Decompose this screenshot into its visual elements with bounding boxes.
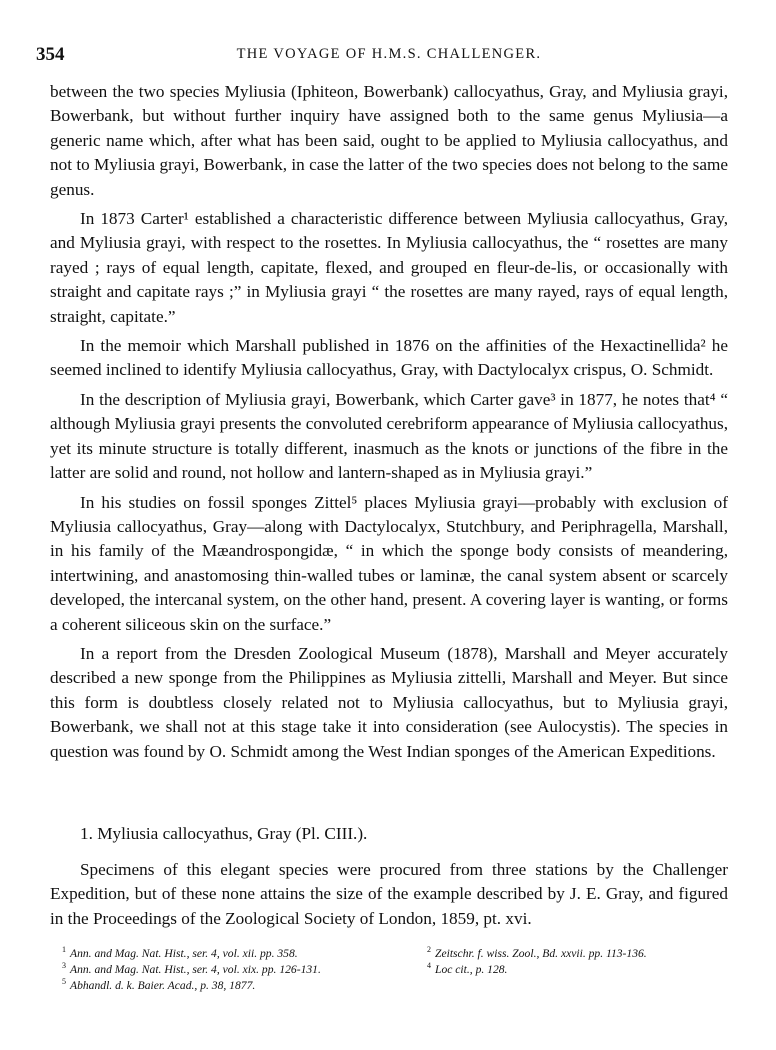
footnote-mark: 1 [62, 945, 66, 955]
page-header [36, 44, 742, 66]
footnotes [62, 946, 732, 994]
footnote-text: Abhandl. d. k. Baier. Acad., p. 38, 1877. [70, 979, 256, 992]
paragraph: Specimens of this elegant species were procured from three stations by the Challenger Expedition, but of these none attains the size of the example described by J. E. Gray, and figured in the Proceedings of the Zoological Society of London, 1859, pt. xvi. [50, 860, 728, 928]
footnote-text: Ann. and Mag. Nat. Hist., ser. 4, vol. xii. pp. 358. [70, 947, 298, 960]
species-description [50, 858, 728, 936]
footnote [427, 946, 732, 962]
footnote [62, 946, 427, 962]
footnote-row [62, 946, 732, 962]
running-title: THE VOYAGE OF H.M.S. CHALLENGER. [236, 46, 542, 62]
footnote [427, 962, 732, 978]
species-heading: 1. Myliusia callocyathus, Gray (Pl. CIII.). [80, 824, 368, 843]
footnote-row [62, 962, 732, 978]
footnote-mark: 2 [427, 945, 431, 955]
paragraph: between the two species Myliusia (Iphiteon, Bowerbank) callocyathus, Gray, and Myliusia grayi, Bowerbank, but without further inquiry have assigned both to the same genus Myliusia—a generic name which, after what has been said, ought to be applied to Myliusia callocyathus, and not to Myliusia grayi, Bowerbank, in case the latter of the two species does not belong to the same genus. [50, 82, 728, 199]
footnote-text: Ann. and Mag. Nat. Hist., ser. 4, vol. xix. pp. 126-131. [70, 963, 321, 976]
paragraph: In his studies on fossil sponges Zittel⁵ places Myliusia grayi—probably with exclusion of Myliusia callocyathus, Gray—along with Dactylocalyx, Stutchbury, and Periphragella, Marshall, in his family of the Mæandrospongidæ, “ in which the sponge body consists of meandering, intertwining, and anastomosing thin-walled tubes or laminæ, the canal system absent or scarcely developed, the intercanal system, on the other hand, present. A covering layer is wanting, or forms a coherent siliceous skin on the surface.” [50, 492, 728, 634]
page-number: 354 [36, 44, 65, 65]
paragraph: In the memoir which Marshall published in 1876 on the affinities of the Hexactinellida² he seemed inclined to identify Myliusia callocyathus, Gray, with Dactylocalyx crispus, O. Schmidt. [50, 336, 728, 380]
footnote-mark: 4 [427, 961, 431, 971]
body-text [50, 80, 728, 769]
footnote-text: Loc cit., p. 128. [435, 963, 508, 976]
footnote-text: Zeitschr. f. wiss. Zool., Bd. xxvii. pp. 113-136. [435, 947, 647, 960]
footnote [62, 962, 427, 978]
footnote-mark: 5 [62, 977, 66, 987]
paragraph: In a report from the Dresden Zoological Museum (1878), Marshall and Meyer accurately described a new sponge from the Philippines as Myliusia zittelli, Marshall and Meyer. But since this form is doubtless closely related not to Myliusia callocyathus, but to Myliusia grayi, Bowerbank, we shall not at this stage take it into consideration (see Aulocystis). The species in question was found by O. Schmidt among the West Indian sponges of the American Expeditions. [50, 643, 728, 761]
paragraph: In the description of Myliusia grayi, Bowerbank, which Carter gave³ in 1877, he notes that⁴ “ although Myliusia grayi presents the convoluted cerebriform appearance of Myliusia callocyathus, yet its minute structure is totally different, inasmuch as the knots or junctions of the fibre in the latter are solid and round, not hollow and lantern-shaped as in Myliusia grayi.” [50, 389, 728, 483]
footnote [62, 978, 427, 994]
footnote-row [62, 978, 732, 994]
paragraph: In 1873 Carter¹ established a characteristic difference between Myliusia callocyathus, Gray, and Myliusia grayi, with respect to the rosettes. In Myliusia callocyathus, the “ rosettes are many rayed ; rays of equal length, capitate, flexed, and grouped en fleur-de-lis, or occasionally with straight and capitate rays ;” in Myliusia grayi “ the rosettes are many rayed, rays of equal length, straight, capitate.” [50, 209, 728, 326]
footnote-mark: 3 [62, 961, 66, 971]
